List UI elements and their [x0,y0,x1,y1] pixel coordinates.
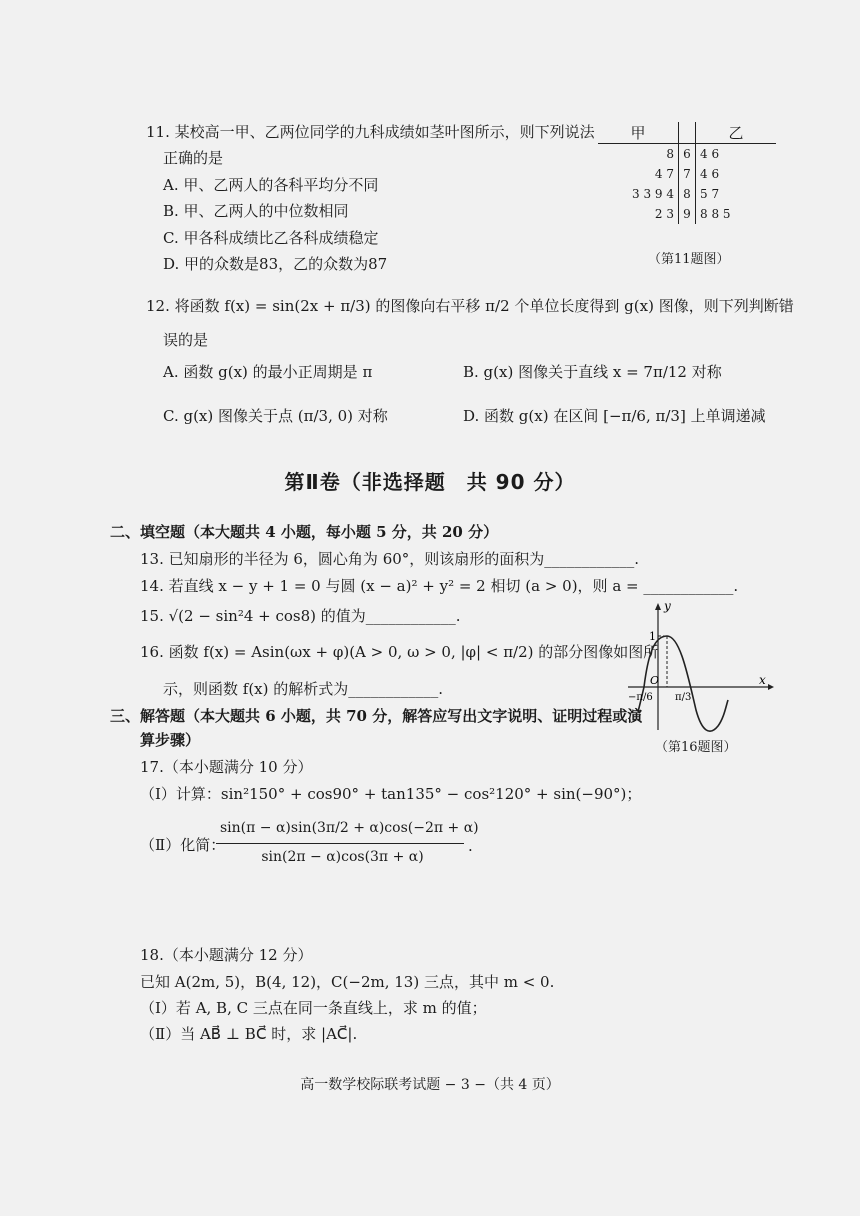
q14-text: 14. 若直线 x − y + 1 = 0 与圆 (x − a)² + y² = 2 相切 (a > 0)，则 a = ____________. [140,577,739,595]
q17-fraction-denominator: sin(2π − α)cos(3π + α) [261,849,424,865]
stem-leaf-stem: 9 [679,204,696,224]
stem-leaf-left-leaves: 3 3 9 4 [632,187,674,201]
section-fill-in-heading: 二、填空题（本大题共 4 小题，每小题 5 分，共 20 分） [110,523,499,541]
section-solve-heading-cont: 算步骤） [140,731,201,749]
q17-heading: 17.（本小题满分 10 分） [140,758,313,776]
stem-leaf-left-leaves: 4 7 [654,167,674,181]
y-axis-arrow-icon [655,603,661,610]
stem-leaf-right-leaves: 4 6 [700,147,720,161]
stem-leaf-stem: 6 [679,144,696,165]
section-solve-heading: 三、解答题（本大题共 6 小题，共 70 分，解答应写出文字说明、证明过程或演 [110,707,643,725]
q11-option-a: A. 甲、乙两人的各科平均分不同 [163,176,379,194]
stem-leaf-header-right: 乙 [728,124,744,142]
q17-part2-label: （Ⅱ）化简： [140,836,226,854]
q12-option-a: A. 函数 g(x) 的最小正周期是 π [163,363,373,381]
stem-leaf-right-leaves: 5 7 [700,187,720,201]
origin-label: O [650,674,660,687]
q16-text-cont: 示，则函数 f(x) 的解析式为____________. [163,680,444,698]
stem-leaf-plot [598,122,776,224]
y-axis-label: y [664,600,671,613]
q12-stem: 12. 将函数 f(x) = sin(2x + π/3) 的图像向右平移 π/2 个单位长度得到 g(x) 图像，则下列判断错 [146,297,794,315]
stem-leaf-left-leaves: 2 3 [654,207,674,221]
stem-leaf-stem: 7 [679,164,696,184]
left-tick-label: −π/6 [628,692,653,703]
stem-leaf-stem: 8 [679,184,696,204]
fraction-bar [216,843,464,844]
q15-text: 15. √(2 − sin²4 + cos8) 的值为____________. [140,607,461,625]
q16-text: 16. 函数 f(x) = Asin(ωx + φ)(A > 0, ω > 0, |φ| < π/2) 的部分图像如图所 [140,643,659,661]
q18-given: 已知 A(2m, 5)，B(4, 12)，C(−2m, 13) 三点，其中 m < 0. [140,973,555,991]
q11-figure-caption: （第11题图） [648,252,730,267]
q11-stem-cont: 正确的是 [163,149,224,167]
q17-fraction-numerator: sin(π − α)sin(3π/2 + α)cos(−2π + α) [220,820,479,836]
stem-leaf-right-leaves: 8 8 5 [700,207,731,221]
x-axis-arrow-icon [768,684,774,690]
q12-option-c: C. g(x) 图像关于点 (π/3, 0) 对称 [163,407,388,425]
amplitude-label: 1 [649,630,656,643]
q17-period: . [468,837,473,855]
q11-option-c: C. 甲各科成绩比乙各科成绩稳定 [163,229,379,247]
right-tick-label: π/3 [675,692,692,703]
q12-stem-cont: 误的是 [163,331,209,349]
q11-stem: 11. 某校高一甲、乙两位同学的九科成绩如茎叶图所示，则下列说法 [146,123,595,141]
q16-figure-caption: （第16题图） [655,740,737,755]
stem-leaf-header-left: 甲 [630,124,646,142]
page-footer: 高一数学校际联考试题 − 3 −（共 4 页） [300,1077,560,1093]
q18-part2: （Ⅱ）当 AB⃗ ⊥ BC⃗ 时，求 |AC⃗|. [140,1025,358,1043]
q18-part1: （Ⅰ）若 A, B, C 三点在同一条直线上，求 m 的值； [140,999,487,1017]
q17-part1: （Ⅰ）计算：sin²150° + cos90° + tan135° − cos²120° + sin(−90°)； [140,785,642,803]
q11-option-b: B. 甲、乙两人的中位数相同 [163,202,349,220]
part-two-title: 第Ⅱ卷（非选择题 共 90 分） [284,470,576,494]
q12-option-d: D. 函数 g(x) 在区间 [−π/6, π/3] 上单调递减 [463,407,766,425]
stem-leaf-right-leaves: 4 6 [700,167,720,181]
stem-leaf-left-leaves: 8 [666,147,674,161]
x-axis-label: x [759,673,766,687]
q18-heading: 18.（本小题满分 12 分） [140,946,313,964]
q13-text: 13. 已知扇形的半径为 6，圆心角为 60°，则该扇形的面积为____________. [140,550,640,568]
q12-option-b: B. g(x) 图像关于直线 x = 7π/12 对称 [463,363,722,381]
q16-sine-graph [628,600,774,735]
q11-option-d: D. 甲的众数是83，乙的众数为87 [163,255,388,273]
